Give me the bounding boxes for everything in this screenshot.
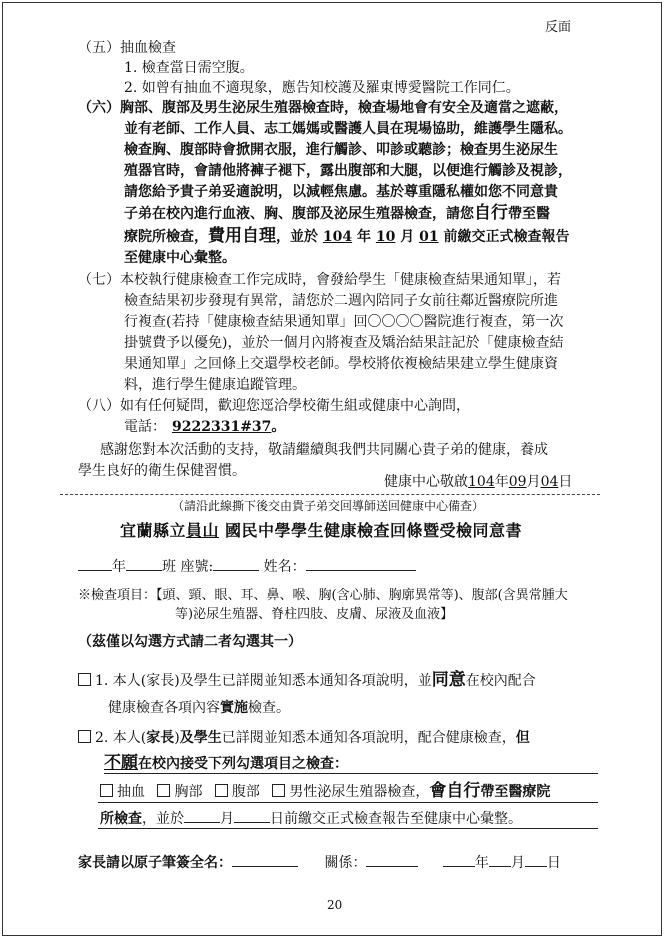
closing-signature: 健康中心敬啟104年09月04日 (384, 474, 573, 490)
chest-checkbox[interactable] (157, 784, 170, 797)
name-field[interactable] (306, 556, 416, 571)
student-info-row: 年 班 座號: 姓名： (78, 556, 416, 577)
signature-row: 家長請以原子筆簽全名： 關係： 年 月 日 (78, 852, 561, 873)
section-7-line-4: 掛號費予以優免)，並於一個月內將複查及矯治結果註記於「健康檢查結 (124, 335, 564, 351)
option-1-checkbox[interactable] (78, 673, 91, 686)
phone-number: 9222331#37 (172, 419, 272, 435)
section-7-line-3: 行複查(若持「健康檢查結果通知單」回〇〇〇〇醫院進行複查，第一次 (124, 314, 564, 330)
side-label: 反面 (545, 20, 572, 35)
genital-checkbox[interactable] (272, 784, 285, 797)
page-number: 20 (327, 898, 343, 912)
section-6-line-4: 殖器官時，會請他將褲子褪下，露出腹部和大腿，以便進行觸診及視診， (124, 163, 572, 179)
deadline-line: 所檢查，並於 月 日前繳交正式檢查報告至健康中心彙整。 (100, 808, 522, 829)
section-6-line-3: 檢查胸、腹部時會掀開衣服，進行觸診、叩診或聽診；檢查男生泌尿生 (124, 142, 558, 158)
seat-field[interactable] (213, 556, 259, 571)
closing-line-2: 學生良好的衛生保健習慣。 (78, 463, 246, 479)
deadline-day-field[interactable] (234, 808, 270, 823)
parent-signature-field[interactable] (232, 852, 298, 867)
section-6-line-5: 請您給予貴子弟妥適說明，以減輕焦慮。基於尊重隱私權如您不同意貴 (124, 184, 558, 200)
cut-line (60, 494, 600, 495)
underline-2 (98, 802, 598, 803)
section-7-line-2: 檢查結果初步發現有異常，請您於二週內陪同子女前往鄰近醫療院所進 (124, 293, 558, 309)
abdomen-checkbox[interactable] (215, 784, 228, 797)
option-1-line-2: 健康檢查各項內容實施檢查。 (108, 700, 290, 716)
closing-line-1: 感謝您對本次活動的支持，敬請繼續與我們共同關心貴子弟的健康，養成 (100, 442, 548, 458)
exam-checkbox-row: 抽血 胸部 腹部 男性泌尿生殖器檢查，會自行帶至醫療院 (100, 781, 550, 802)
section-7-line-5: 果通知單」之回條上交還學校老師。學校將依複檢結果建立學生健康資 (124, 356, 558, 372)
relation-field[interactable] (366, 852, 418, 867)
class-field[interactable] (126, 556, 162, 571)
section-7-line-6: 料，進行學生健康追蹤管理。 (124, 377, 306, 393)
sign-day-field[interactable] (525, 852, 547, 867)
year-field[interactable] (78, 556, 112, 571)
exam-items-line-1: ※檢查項目：【頭、頸、眼、耳、鼻、喉、胸(含心肺、胸廓異常等)、腹部(含異常腫大 (78, 588, 568, 603)
option-1-line-1: 1. 本人(家長)及學生已詳閱並知悉本通知各項說明，並同意在校內配合 (78, 670, 536, 691)
section-6-line-1: （六）胸部、腹部及男生泌尿生殖器檢查時，檢查場地會有安全及適當之遮蔽， (78, 100, 568, 116)
exam-items-line-2: 等)泌尿生殖器、脊柱四肢、皮膚、尿液及血液】 (175, 607, 454, 622)
underline-3 (98, 828, 598, 829)
choose-instruction: （茲僅以勾選方式請二者勾選其一） (78, 634, 302, 650)
sign-year-field[interactable] (443, 852, 475, 867)
section-6-line-8: 至健康中心彙整。 (124, 250, 236, 266)
section-6-line-6: 子弟在校內進行血液、胸、腹部及泌尿生殖器檢查，請您自行帶至醫 (124, 203, 550, 223)
section-8-line-1: （八）如有任何疑問，歡迎您逕洽學校衛生組或健康中心詢問， (78, 398, 470, 414)
option-2-checkbox[interactable] (78, 730, 91, 743)
section-8-phone: 電話： 9222331#37。 (124, 419, 286, 435)
section-6-line-7: 療院所檢查，費用自理，並於 104 年 10 月 01 前繳交正式檢查報告 (124, 226, 570, 246)
section-5-item-2: 2. 如曾有抽血不適現象，應告知校護及羅東博愛醫院工作同仁。 (124, 80, 520, 96)
section-5-heading: （五）抽血檢查 (78, 40, 176, 56)
underline-1 (104, 773, 598, 774)
section-7-line-1: （七）本校執行健康檢查工作完成時，會發給學生「健康檢查結果通知單」，若 (78, 272, 561, 288)
form-title: 宜蘭縣立員山 國民中學學生健康檢查回條暨受檢同意書 (120, 521, 523, 540)
option-2-line-1: 2. 本人(家長)及學生已詳閱並知悉本通知各項說明，配合健康檢查，但 (78, 728, 530, 748)
blood-checkbox[interactable] (100, 784, 113, 797)
option-2-line-2: 不願在校內接受下列勾選項目之檢查： (104, 753, 348, 773)
deadline-month-field[interactable] (184, 808, 220, 823)
cut-note: （請沿此線撕下後交由貴子弟交回導師送回健康中心備查） (172, 499, 485, 513)
section-6-line-2: 並有老師、工作人員、志工媽媽或醫護人員在現場協助，維護學生隱私。 (124, 121, 572, 137)
sign-month-field[interactable] (489, 852, 511, 867)
section-5-item-1: 1. 檢查當日需空腹。 (124, 60, 254, 76)
